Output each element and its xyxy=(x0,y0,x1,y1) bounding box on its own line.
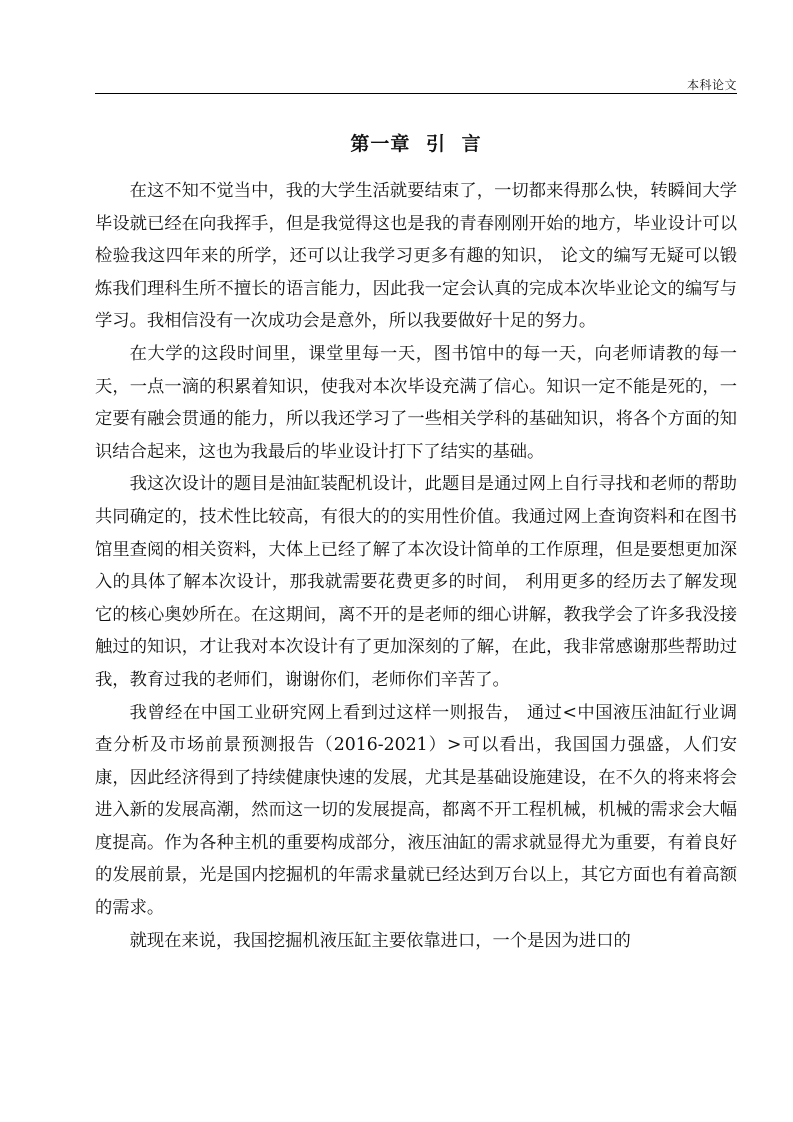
running-header-title: 本科论文 xyxy=(686,78,737,92)
running-header xyxy=(95,78,737,94)
paragraph-2: 在大学的这段时间里，课堂里每一天，图书馆中的每一天，向老师请教的每一天，一点一滴的积累着知识，使我对本次毕设充满了信心。知识一定不能是死的，一定要有融会贯通的能力，所以我还学习了一些相关学科的基础知识，将各个方面的知识结合起来，这也为我最后的毕业设计打下了结实的基础。 xyxy=(95,343,737,462)
paragraph-3: 我这次设计的题目是油缸装配机设计，此题目是通过网上自行寻找和老师的帮助共同确定的，技术性比较高，有很大的的实用性价值。我通过网上查询资料和在图书馆里查阅的相关资料，大体上已经了解了本次设计简单的工作原理，但是要想更加深入的具体了解本次设计，那我就需要花费更多的时间， 利用更多的经历去了解发现它的核心奥妙所在。在这期间，离不开的是老师的细心讲解，教我学会了许多我没接触过的知识，才让我对本次设计有了更加深刻的了解，在此，我非常感谢那些帮助过我，教育过我的老师们，谢谢你们，老师你们辛苦了。 xyxy=(95,474,737,690)
paragraph-5: 就现在来说，我国挖掘机液压缸主要依靠进口，一个是因为进口的 xyxy=(129,930,631,951)
body-text xyxy=(95,175,737,957)
chapter-title: 第一章 引 言 xyxy=(350,133,482,155)
paragraph-1: 在这不知不觉当中，我的大学生活就要结束了，一切都来得那么快，转瞬间大学毕设就已经在向我挥手，但是我觉得这也是我的青春刚刚开始的地方，毕业设计可以检验我这四年来的所学，还可以让我学习更多有趣的知识， 论文的编写无疑可以锻炼我们理科生所不擅长的语言能力，因此我一定会认真的完成本次毕业论文的编写与学习。我相信没有一次成功会是意外，所以我要做好十足的努力。 xyxy=(95,181,737,332)
paragraph-4: 我曾经在中国工业研究网上看到过这样一则报告， 通过<中国液压油缸行业调查分析及市场前景预测报告（2016-2021）>可以看出，我国国力强盛，人们安康，因此经济得到了持续健康快速的发展，尤其是基础设施建设，在不久的将来将会进入新的发展高潮，然而这一切的发展提高，都离不开工程机械，机械的需求会大幅度提高。作为各种主机的重要构成部分，液压油缸的需求就显得尤为重要，有着良好的发展前景，光是国内挖掘机的年需求量就已经达到万台以上，其它方面也有着高额的需求。 xyxy=(95,702,737,919)
